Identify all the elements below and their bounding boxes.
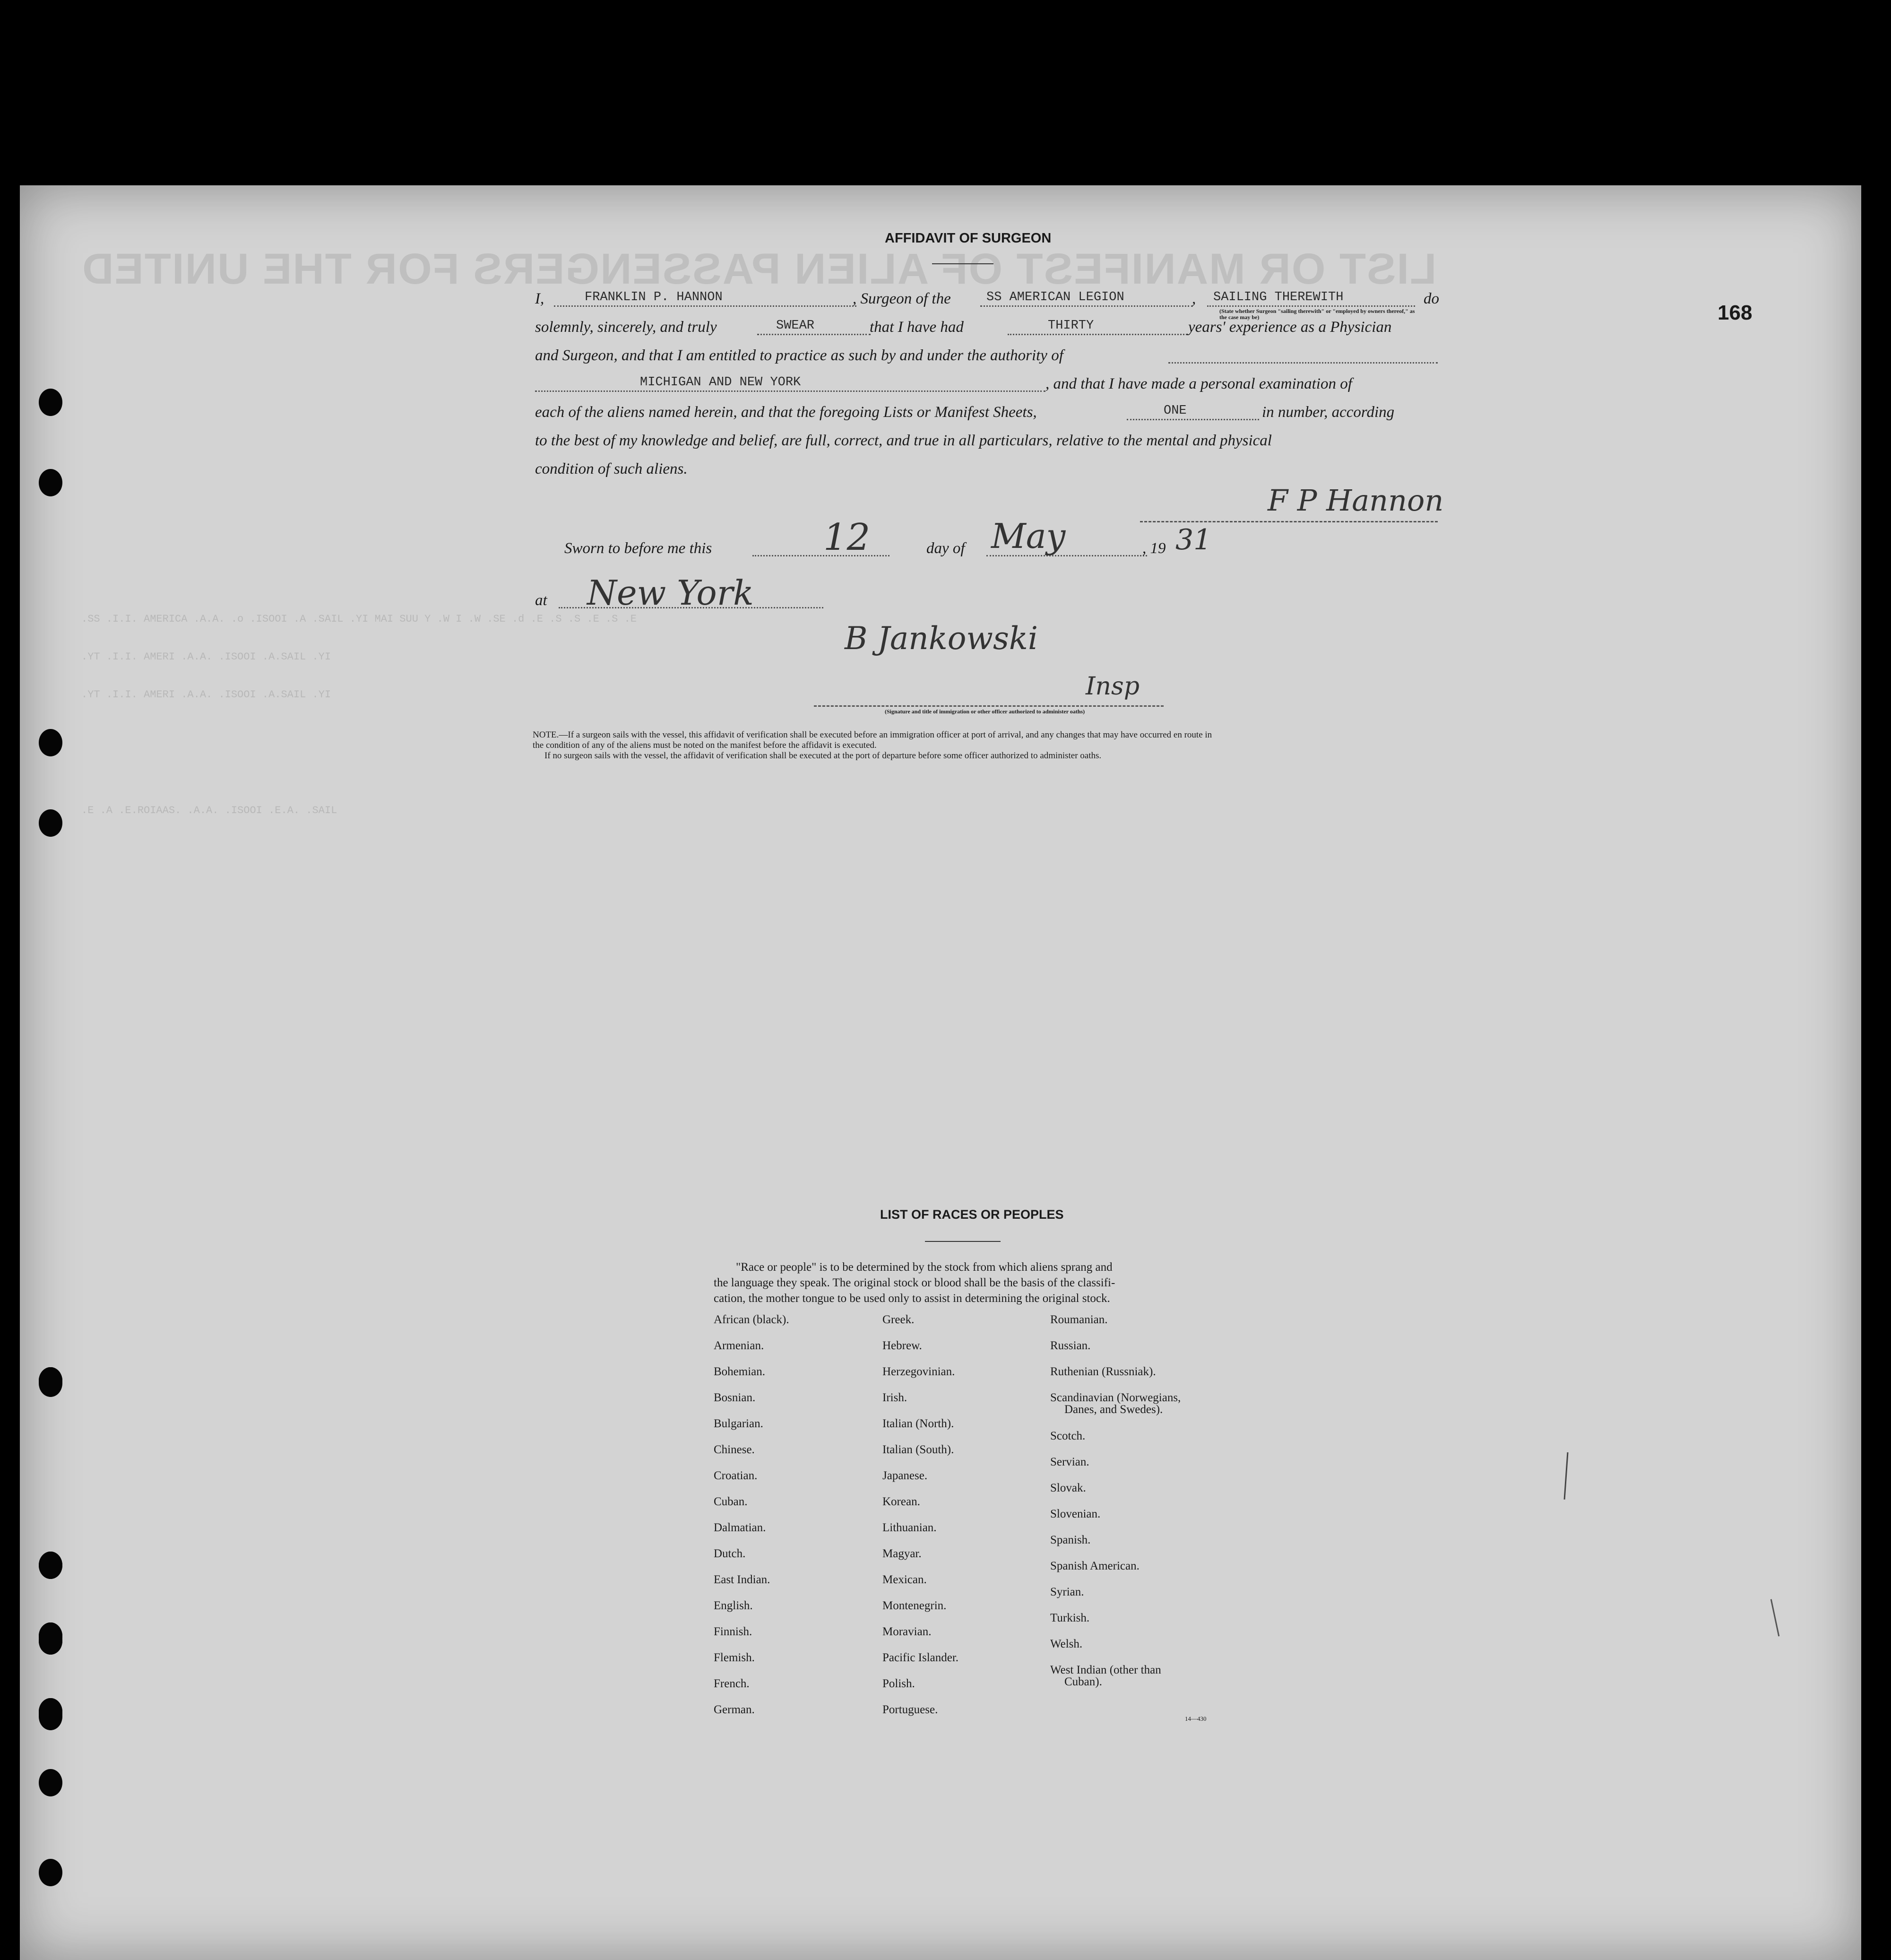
punch-hole xyxy=(39,1698,62,1726)
authority: MICHIGAN AND NEW YORK xyxy=(640,375,801,390)
race-item: Welsh. xyxy=(1050,1638,1083,1650)
race-item: Greek. xyxy=(882,1313,915,1326)
race-item: French. xyxy=(714,1677,750,1690)
vessel-line xyxy=(980,305,1193,307)
note-line-3: If no surgeon sails with the vessel, the affidavit of verification shall be executed at the port of departure before some officer authorized to administer oaths. xyxy=(544,751,1102,761)
races-intro-1: "Race or people" is to be determined by the stock from which aliens sprang and xyxy=(736,1261,1113,1274)
punch-hole xyxy=(39,729,62,756)
race-item: Scotch. xyxy=(1050,1430,1086,1442)
sailing-note: (State whether Surgeon "sailing therewith" or "employed by owners thereof," as the case may be) xyxy=(1219,308,1415,321)
sheet-count: ONE xyxy=(1164,404,1187,418)
race-item: English. xyxy=(714,1599,753,1612)
years-experience: THIRTY xyxy=(1048,319,1094,333)
document-sheet: LIST OR MANIFEST OF ALIEN PASSENGERS FOR THE UNITED .SS .I.I. AMERICA .A.A. .o .ISOOI .A .SAIL .YI MAI SUU Y .W I .W .SE .d .E .S .S .E .S .E .YT .I.I. AMERI .A.A. .ISOOI .A.SAIL .YI .YT .I.I. AMERI .A.A. .ISOOI .A.SAIL .YI .E .A .E.ROIAAS. .A.A. .ISOOI .E.A. .SAIL 168 AFFIDAVIT OF SURGEON I, FRANKLIN P. HANNON , Surgeon of the SS AMERICAN LEGION , SAILING THEREWITH do (State whether Surgeon "sailing therewith" or "employed by owners thereof," as the case may be) solemnly, sincerely, and truly SWEAR that I have had THIRTY years' experience as a Physician and Surgeon, and that I am entitled to practice as such by and under the authority of MICHIGAN AND NEW YORK , and that I have made a personal examination of each of the aliens named herein, and that the foregoing Lists or Manifest Sheets, ONE in number, according to the best of my knowledge and belief, are full, correct, and true in all particulars, relative to the mental and physical condition of such aliens. F P Hannon Sworn to before me this 12 day of May , 19 31 at New York B Jankowski Insp (Signature and title of immigration or other officer authorized to administer oaths) NOTE.—If a surgeon sails with the vessel, this affidavit of verification shall be executed before an immigration officer at port of arrival, and any changes that may have occurred en route in the condition of any of the aliens must be noted on the manifest before the affidavit is executed. If no surgeon sails with the vessel, the affidavit of verification shall be executed at the port of departure before some officer authorized to administer oaths. LIST OF RACES OR PEOPLES "Race or people" is to be determined by the stock from which aliens sprang and the language they speak. The original stock or blood shall be the basis of the classifi- cation, the mother tongue to be used only to assist in determining the original stock. African (black). Armenian. Bohemian. Bosnian. Bulgarian. Chinese. Croatian. Cuban. Dalmatian. Dutch. East Indian. English. Finnish. Flemish. French. German. Greek. Hebrew. Herzegovinian. Irish. Italian (North). Italian (South). Japanese. Korean. Lithuanian. Magyar. Mexican. Montenegrin. Moravian. Pacific Islander. Polish. Portuguese. Roumanian. Russian. Ruthenian (Russniak). Scandinavian (Norwegians, Danes, and Swedes). Scotch. Servian. Slovak. Slovenian. Spanish. Spanish American. Syrian. Turkish. Welsh. West Indian (other than Cuban). 14—430 xyxy=(20,185,1861,1960)
punch-hole xyxy=(39,1367,62,1395)
race-item: Finnish. xyxy=(714,1625,752,1638)
affidavit-line-2-suffix: years' experience as a Physician xyxy=(1188,319,1392,336)
surgeon-name-line xyxy=(554,305,856,307)
surgeon-signature-line xyxy=(1140,521,1438,522)
race-item: Moravian. xyxy=(882,1625,932,1638)
affidavit-line-1-suffix: do xyxy=(1424,290,1439,307)
race-item: Bulgarian. xyxy=(714,1417,763,1430)
race-item: Syrian. xyxy=(1050,1586,1084,1598)
race-item: Portuguese. xyxy=(882,1703,938,1716)
races-intro-3: cation, the mother tongue to be used only to assist in determining the original stock. xyxy=(714,1292,1110,1305)
race-item: Roumanian. xyxy=(1050,1313,1108,1326)
race-item: Dalmatian. xyxy=(714,1521,766,1534)
day-of-label: day of xyxy=(926,540,965,557)
race-item: Japanese. xyxy=(882,1469,928,1482)
race-item: West Indian (other than xyxy=(1050,1664,1161,1676)
vessel-name: SS AMERICAN LEGION xyxy=(986,290,1124,304)
affidavit-line-1-prefix: I, xyxy=(535,290,544,307)
races-heading-rule xyxy=(925,1241,1001,1242)
race-item: Slovenian. xyxy=(1050,1508,1101,1520)
punch-hole xyxy=(39,469,62,496)
affidavit-line-7: condition of such aliens. xyxy=(535,460,688,477)
race-item: Italian (South). xyxy=(882,1443,954,1456)
race-item: Danes, and Swedes). xyxy=(1064,1403,1163,1416)
race-item: Chinese. xyxy=(714,1443,755,1456)
note-line-1: NOTE.—If a surgeon sails with the vessel, this affidavit of verification shall be executed before an immigration officer at port of arrival, and any changes that may have occurred en route in xyxy=(533,730,1212,740)
affidavit-line-4-suffix: , and that I have made a personal examination of xyxy=(1045,375,1352,392)
punch-hole xyxy=(39,1552,62,1579)
race-item: Ruthenian (Russniak). xyxy=(1050,1365,1156,1378)
punch-hole xyxy=(39,809,62,837)
punch-hole xyxy=(39,389,62,416)
punch-hole xyxy=(39,1859,62,1886)
race-item: Dutch. xyxy=(714,1547,746,1560)
officer-signature-line xyxy=(814,705,1164,707)
sworn-month: May xyxy=(991,516,1066,556)
race-item: Slovak. xyxy=(1050,1482,1086,1494)
sworn-day: 12 xyxy=(823,516,871,559)
heading-rule xyxy=(932,263,993,264)
pencil-mark xyxy=(1770,1599,1780,1637)
race-item: Pacific Islander. xyxy=(882,1651,959,1664)
surgeon-signature: F P Hannon xyxy=(1268,483,1444,518)
race-item: Spanish American. xyxy=(1050,1560,1140,1572)
race-item: Flemish. xyxy=(714,1651,755,1664)
race-item: Bosnian. xyxy=(714,1391,756,1404)
bleed-through-title: LIST OR MANIFEST OF ALIEN PASSENGERS FOR THE UNITED xyxy=(81,245,1437,293)
race-item: Turkish. xyxy=(1050,1612,1090,1624)
race-item: Hebrew. xyxy=(882,1339,922,1352)
affidavit-line-3: and Surgeon, and that I am entitled to practice as such by and under the authority of xyxy=(535,347,1063,364)
race-item: Russian. xyxy=(1050,1339,1091,1352)
sworn-prefix: Sworn to before me this xyxy=(564,540,712,557)
surgeon-name: FRANKLIN P. HANNON xyxy=(585,290,723,304)
affidavit-line-2-prefix: solemnly, sincerely, and truly xyxy=(535,319,717,336)
note-line-2: the condition of any of the aliens must be noted on the manifest before the affidavit is executed. xyxy=(533,740,877,750)
affidavit-line-2-mid: that I have had xyxy=(870,319,964,336)
authority-line-b xyxy=(535,390,1045,392)
affidavit-line-5-suffix: in number, according xyxy=(1262,404,1395,421)
affidavit-line-6: to the best of my knowledge and belief, are full, correct, and true in all particulars, relative to the mental and physical xyxy=(535,432,1272,449)
punch-hole xyxy=(39,1627,62,1655)
race-item: German. xyxy=(714,1703,755,1716)
sailing-status: SAILING THEREWITH xyxy=(1213,290,1344,304)
races-intro-2: the language they speak. The original stock or blood shall be the basis of the classifi- xyxy=(714,1276,1115,1289)
pencil-mark xyxy=(1564,1452,1569,1500)
race-item: Armenian. xyxy=(714,1339,764,1352)
race-item: Spanish. xyxy=(1050,1534,1091,1546)
count-line xyxy=(1127,419,1259,420)
oath-line xyxy=(757,334,871,335)
race-item: East Indian. xyxy=(714,1573,770,1586)
race-item: African (black). xyxy=(714,1313,789,1326)
comma: , xyxy=(1192,290,1196,307)
form-number: 14—430 xyxy=(1185,1715,1207,1722)
officer-title: Insp xyxy=(1086,672,1140,701)
page-number: 168 xyxy=(1718,301,1753,324)
race-item: Bohemian. xyxy=(714,1365,766,1378)
race-item: Servian. xyxy=(1050,1456,1089,1468)
race-item: Irish. xyxy=(882,1391,907,1404)
sworn-year: 31 xyxy=(1175,523,1212,556)
race-item: Polish. xyxy=(882,1677,915,1690)
race-item: Herzegovinian. xyxy=(882,1365,955,1378)
race-item: Scandinavian (Norwegians, xyxy=(1050,1391,1181,1404)
race-item: Lithuanian. xyxy=(882,1521,937,1534)
authority-line-a xyxy=(1168,362,1438,364)
race-item: Mexican. xyxy=(882,1573,927,1586)
race-item: Cuban). xyxy=(1064,1675,1102,1688)
oath-word: SWEAR xyxy=(776,319,815,333)
races-heading: LIST OF RACES OR PEOPLES xyxy=(880,1207,1064,1222)
race-item: Korean. xyxy=(882,1495,920,1508)
sailing-line xyxy=(1207,305,1415,307)
at-prefix: at xyxy=(535,592,547,609)
race-item: Italian (North). xyxy=(882,1417,954,1430)
affidavit-line-5-prefix: each of the aliens named herein, and that the foregoing Lists or Manifest Sheets, xyxy=(535,404,1037,421)
race-item: Magyar. xyxy=(882,1547,922,1560)
sworn-place: New York xyxy=(587,573,754,613)
officer-caption: (Signature and title of immigration or other officer authorized to administer oaths) xyxy=(885,708,1085,715)
affidavit-line-1-mid: , Surgeon of the xyxy=(853,290,951,307)
race-item: Croatian. xyxy=(714,1469,758,1482)
years-line xyxy=(1008,334,1187,335)
year-prefix: , 19 xyxy=(1142,540,1166,557)
affidavit-heading: AFFIDAVIT OF SURGEON xyxy=(885,231,1052,246)
race-item: Cuban. xyxy=(714,1495,748,1508)
race-item: Montenegrin. xyxy=(882,1599,947,1612)
officer-signature: B Jankowski xyxy=(845,620,1038,657)
punch-hole xyxy=(39,1769,62,1796)
